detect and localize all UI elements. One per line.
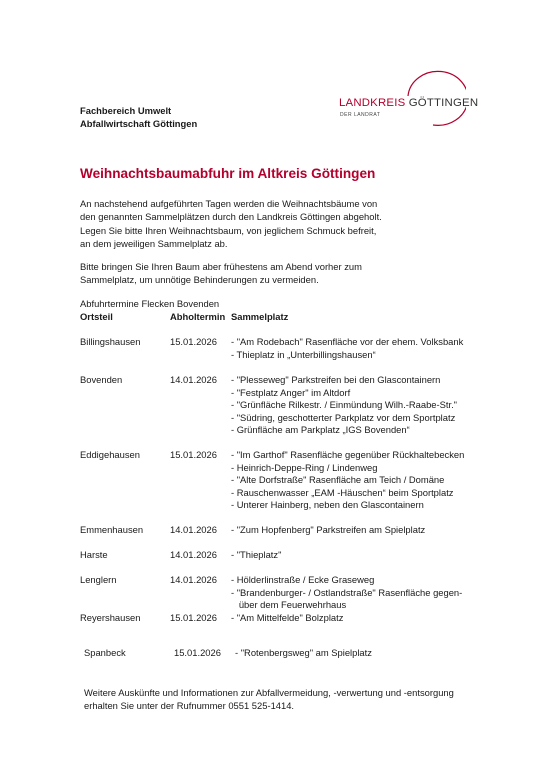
column-header-ortsteil: Ortsteil (80, 311, 113, 322)
department-line: Abfallwirtschaft Göttingen (80, 118, 198, 129)
column-header-sammelplatz: Sammelplatz (231, 311, 289, 322)
intro-line: An nachstehend aufgeführten Tagen werden die Weihnachtsbäume von (80, 198, 378, 209)
table-cell-place: - Grünfläche am Parkplatz „IGS Bovenden“ (231, 424, 410, 435)
table-cell-place: - Rauschenwasser „EAM -Häuschen“ beim Sportplatz (231, 486, 454, 498)
table-cell-date: 15.01.2026 (170, 336, 217, 347)
table-cell-place: - "Südring, geschotterter Parkplatz vor dem Sportplatz (231, 411, 456, 423)
table-cell-place: über dem Feuerwehrhaus (231, 599, 347, 610)
landkreis-logo (336, 70, 479, 128)
table-cell-ortsteil: Bovenden (80, 374, 123, 385)
footer-info (84, 686, 454, 713)
intro-line: den genannten Sammelplätzen durch den Landkreis Göttingen abgeholt. (80, 211, 382, 223)
intro-line: an dem jeweiligen Sammelplatz ab. (80, 238, 228, 250)
intro-paragraph (80, 197, 500, 251)
intro-line: Legen Sie bitte Ihren Weihnachtsbaum, von jeglichem Schmuck befreit, (80, 224, 377, 236)
footer-line: erhalten Sie unter der Rufnummer 0551 525-1414. (84, 700, 295, 712)
table-cell-date: 15.01.2026 (170, 612, 217, 623)
table-cell-ortsteil: Lenglern (80, 574, 117, 585)
table-cell-place: - Hölderlinstraße / Ecke Graseweg (231, 574, 375, 585)
logo-word-landkreis: LANDKREIS (339, 97, 406, 109)
table-cell-date: 14.01.2026 (170, 549, 217, 560)
note-line: Sammelplatz, um unnötige Behinderungen zu vermeiden. (80, 274, 319, 286)
document-title: Weihnachtsbaumabfuhr im Altkreis Göttingen (80, 166, 376, 181)
table-cell-place: - "Grünfläche Rilkestr. / Einmündung Wilh.-Raabe-Str." (231, 399, 458, 410)
table-cell-place: - "Festplatz Anger" im Altdorf (231, 386, 351, 398)
table-cell-ortsteil: Reyershausen (80, 612, 141, 623)
table-cell-place: - Thieplatz in „Unterbillingshausen“ (231, 348, 376, 360)
table-cell-place: - "Rotenbergsweg" am Spielplatz (235, 647, 372, 658)
column-header-abholtermin: Abholtermin (170, 311, 226, 322)
table-cell-date: 15.01.2026 (174, 647, 221, 658)
table-cell-place: - "Brandenburger- / Ostlandstraße" Rasenfläche gegen- (231, 586, 463, 598)
table-cell-ortsteil: Billingshausen (80, 336, 141, 347)
table-cell-place: - Heinrich-Deppe-Ring / Lindenweg (231, 461, 378, 473)
table-caption: Abfuhrtermine Flecken Bovenden (80, 298, 220, 309)
table-cell-place: - "Am Mittelfelde" Bolzplatz (231, 612, 344, 623)
table-cell-place: - "Alte Dorfstraße" Rasenfläche am Teich / Domäne (231, 474, 445, 485)
department-line: Fachbereich Umwelt (80, 105, 172, 116)
logo-word-goettingen: GÖTTINGEN (408, 97, 479, 109)
table-cell-place: - Unterer Hainberg, neben den Glascontainern (231, 499, 424, 510)
table-cell-date: 14.01.2026 (170, 374, 217, 385)
table-cell-place: - "Am Rodebach" Rasenfläche vor der ehem. Volksbank (231, 336, 464, 347)
table-cell-ortsteil: Emmenhausen (80, 524, 144, 535)
table-cell-date: 14.01.2026 (170, 574, 217, 585)
logo-subtitle: DER LANDRAT (340, 112, 381, 118)
department-block (80, 104, 197, 130)
note-paragraph (80, 260, 500, 287)
table-cell-ortsteil: Eddigehausen (80, 449, 140, 460)
note-line: Bitte bringen Sie Ihren Baum aber frühestens am Abend vorher zum (80, 261, 362, 272)
table-cell-date: 14.01.2026 (170, 524, 217, 535)
table-cell-place: - "Im Garthof" Rasenfläche gegenüber Rückhaltebecken (231, 449, 465, 460)
table-cell-place: - "Zum Hopfenberg" Parkstreifen am Spielplatz (231, 524, 426, 535)
table-cell-ortsteil: Spanbeck (84, 647, 126, 658)
table-cell-date: 15.01.2026 (170, 449, 217, 460)
table-cell-ortsteil: Harste (80, 549, 108, 560)
table-cell-place: - "Plesseweg" Parkstreifen bei den Glascontainern (231, 374, 441, 385)
footer-line: Weitere Auskünfte und Informationen zur Abfallvermeidung, -verwertung und -entsorgung (84, 687, 454, 698)
table-cell-place: - "Thieplatz" (231, 549, 282, 560)
